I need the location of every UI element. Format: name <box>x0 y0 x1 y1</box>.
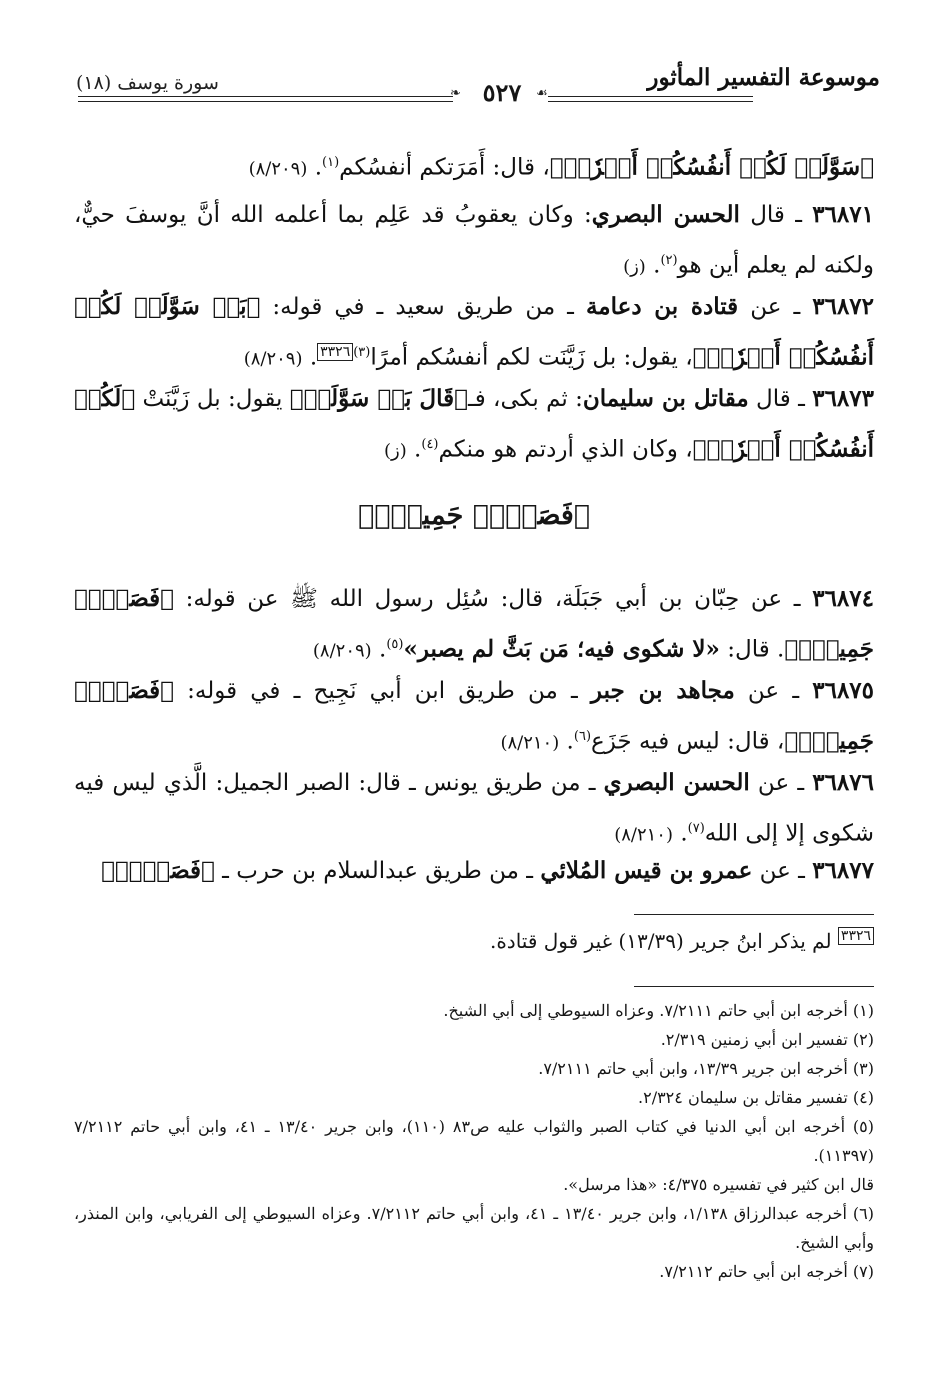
page-number: ٥٢٧ <box>482 78 522 107</box>
paragraph-0: ﴿سَوَّلَتۡ لَكُمۡ أَنفُسُكُمۡ أَمۡرٗاۖ﴾، قال: أَمَرَتكم أنفسُكم$^{(١)}$. (٨/٢٠٩) <box>248 153 874 181</box>
paragraph-36873: ٣٦٨٧٣ ـ قال مقاتل بن سليمان: ثم بكى، فـ﴿قَالَ بَلۡ سَوَّلَتۡ﴾ يقول: بل زَيَّنَتْ ﴿لَكُمۡ أَنفُسُكُمۡ أَمۡرٗاۖ﴾، وكان الذي أردتم هو منكم$^{(٤)}$. (ز) <box>74 385 874 463</box>
hadith-number: ٣٦٨٧١ <box>812 201 874 228</box>
footnote: (٢) تفسير ابن أبي زمنين ٢/٣١٩. <box>660 1030 874 1049</box>
hadith-number: ٣٦٨٧٥ <box>812 677 875 704</box>
ornament-icon: ❧ <box>450 86 461 101</box>
header-rule-right-thin <box>548 101 753 102</box>
footnote: (٧) أخرجه ابن أبي حاتم ٧/٢١١٢. <box>659 1262 874 1281</box>
paragraph-36876: ٣٦٨٧٦ ـ عن الحسن البصري ـ من طريق يونس ـ قال: الصبر الجميل: الَّذي ليس فيه شكوى إلا إلى الله$^{(٧)}$. (٨/٢١٠) <box>74 769 874 847</box>
footnote: (٦) أخرجه عبدالرزاق ١/١٣٨، وابن جرير ١٣/٤٠ ـ ٤١، وابن أبي حاتم ٧/٢١١٢. وعزاه السيوطي إلى الفريابي، وابن المنذر، وأبي الشيخ. <box>74 1204 875 1252</box>
footnote: (٣) أخرجه ابن جرير ١٣/٣٩، وابن أبي حاتم ٧/٢١١١. <box>538 1059 874 1078</box>
running-title: موسوعة التفسير المأثور <box>647 64 880 91</box>
paragraph-36877: ٣٦٨٧٧ ـ عن عمرو بن قيس المُلائي ـ من طريق عبدالسلام بن حرب ـ ﴿فَصَبۡرٞ﴾ <box>101 857 874 884</box>
note-mark: ٣٣٢٦ <box>838 927 874 945</box>
footnote: (١) أخرجه ابن أبي حاتم ٧/٢١١١. وعزاه السيوطي إلى أبي الشيخ. <box>443 1001 874 1020</box>
page-header <box>70 60 880 112</box>
footnote: قال ابن كثير في تفسيره ٤/٣٧٥: «هذا مرسل». <box>563 1175 874 1194</box>
surah-title: سورة يوسف (١٨) <box>76 72 219 94</box>
hadith-number: ٣٦٨٧٢ <box>812 293 875 320</box>
section-heading: ﴿فَصَبۡرٞ جَمِيلٞۖ﴾ <box>358 500 590 531</box>
paragraph-36875: ٣٦٨٧٥ ـ عن مجاهد بن جبر ـ من طريق ابن أبي نَجِيح ـ في قوله: ﴿فَصَبۡرٞ جَمِيلٞۖ﴾، قال: ليس فيه جَزَع$^{(٦)}$. (٨/٢١٠) <box>74 677 875 755</box>
header-rule-right <box>548 96 753 97</box>
hadith-number: ٣٦٨٧٣ <box>812 385 874 412</box>
notes-separator <box>634 914 874 915</box>
note-text: لم يذكر ابنُ جرير (١٣/٣٩) غير قول قتادة. <box>489 929 832 953</box>
footnote: (٥) أخرجه ابن أبي الدنيا في كتاب الصبر والثواب عليه ص٨٣ (١١٠)، وابن جرير ١٣/٤٠ ـ ٤١، وابن أبي حاتم ٧/٢١١٢ (١١٣٩٧). <box>74 1117 875 1165</box>
paragraph-36872: ٣٦٨٧٢ ـ عن قتادة بن دعامة ـ من طريق سعيد ـ في قوله: ﴿بَلۡ سَوَّلَتۡ لَكُمۡ أَنفُسُكُمۡ أَمۡرٗاۖ﴾، يقول: بل زَيَّنَت لكم أنفسُكم أمرًا$^{(٣)}$٣٣٢٦. (٨/٢٠٩) <box>74 293 875 371</box>
hadith-number: ٣٦٨٧٤ <box>812 585 874 612</box>
marginal-note <box>74 926 874 956</box>
hadith-number: ٣٦٨٧٦ <box>812 769 874 796</box>
paragraph-36871: ٣٦٨٧١ ـ قال الحسن البصري: وكان يعقوبُ قد عَلِم بما أعلمه الله أنَّ يوسفَ حيٌّ، ولكنه لم يعلم أين هو$^{(٢)}$. (ز) <box>74 201 874 279</box>
footnote: (٤) تفسير مقاتل بن سليمان ٢/٣٢٤. <box>638 1088 874 1107</box>
hadith-number: ٣٦٨٧٧ <box>812 857 874 884</box>
footnotes-separator <box>634 986 874 987</box>
paragraph-36874: ٣٦٨٧٤ ـ عن حِبّان بن أبي جَبَلَة، قال: سُئِل رسول الله ﷺ عن قوله: ﴿فَصَبۡرٞ جَمِيلٞۖ﴾. قال: «لا شكوى فيه؛ مَن بَثَّ لم يصبر»$^{(٥)}$. (٨/٢٠٩) <box>74 585 874 663</box>
ornament-icon: ☙ <box>536 86 548 101</box>
header-rule-left-thin <box>78 101 453 102</box>
header-rule-left <box>78 96 453 97</box>
footnotes <box>74 996 874 1286</box>
